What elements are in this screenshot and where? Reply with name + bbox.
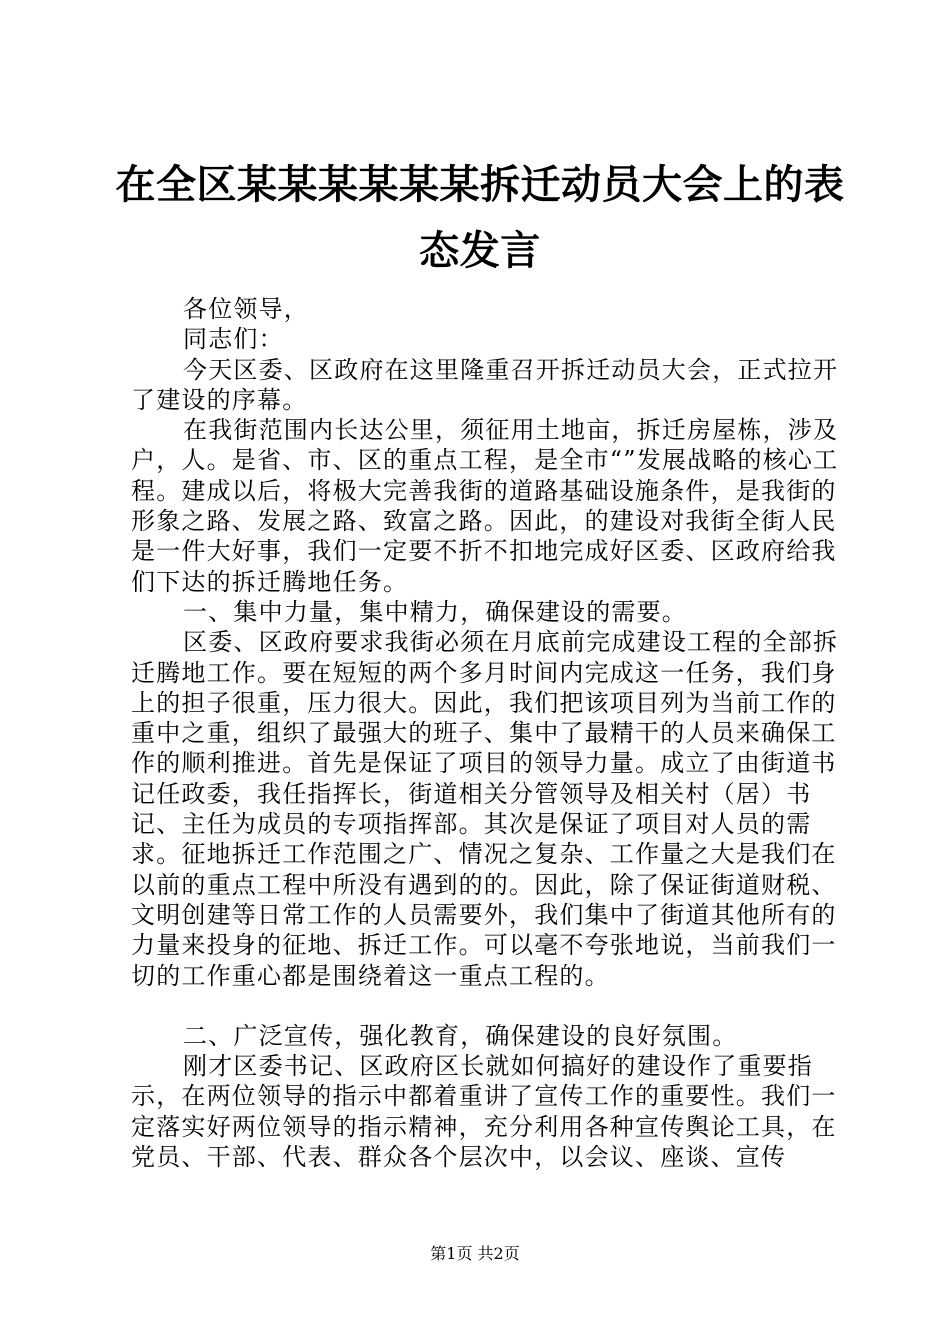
paragraph-section-1: 区委、区政府要求我街必须在月底前完成建设工程的全部拆迁腾地工作。要在短短的两个多月时间内完成这一任务，我们身上的担子很重，压力很大。因此，我们把该项目列为当前工作的重中之重，组织了最强大的班子、集中了最精干的人员来确保工作的顺利推进。首先是保证了项目的领导力量。成立了由街道书记任政委，我任指挥长，街道相关分管领导及相关村（居）书记、主任为成员的专项指挥部。其次是保证了项目对人员的需求。征地拆迁工作范围之广、情况之复杂、工作量之大是我们在以前的重点工程中所没有遇到的的。因此，除了保证街道财税、文明创建等日常工作的人员需要外，我们集中了街道其他所有的力量来投身的征地、拆迁工作。可以毫不夸张地说，当前我们一切的工作重心都是围绕着这一重点工程的。 [131,628,839,990]
section-heading-2: 二、广泛宣传，强化教育，确保建设的良好氛围。 [183,1021,738,1050]
paragraph-section-2: 刚才区委书记、区政府区长就如何搞好的建设作了重要指示，在两位领导的指示中都着重讲了宣传工作的重要性。我们一定落实好两位领导的指示精神，充分利用各种宣传舆论工具，在党员、干部、代表、群众各个层次中，以会议、座谈、宣传 [131,1052,837,1172]
document-title: 在全区某某某某某某拆迁动员大会上的表态发言 [115,162,845,274]
document-body [131,294,849,1172]
page-footer: 第1页 共2页 [430,1244,520,1263]
section-heading-1: 一、集中力量，集中精力，确保建设的需要。 [183,597,687,626]
salutation-leaders: 各位领导， [183,295,309,323]
salutation-comrades: 同志们： [183,325,284,354]
paragraph-opening: 今天区委、区政府在这里隆重召开拆迁动员大会，正式拉开了建设的序幕。 [131,355,839,414]
paragraph-project-overview: 在我街范围内长达公里，须征用土地亩，拆迁房屋栋，涉及户，人。是省、市、区的重点工程，是全市“”发展战略的核心工程。建成以后，将极大完善我街的道路基础设施条件，是我街的形象之路、发展之路、致富之路。因此，的建设对我街全街人民是一件大好事，我们一定要不折不扣地完成好区委、区政府给我们下达的拆迁腾地任务。 [131,416,839,596]
